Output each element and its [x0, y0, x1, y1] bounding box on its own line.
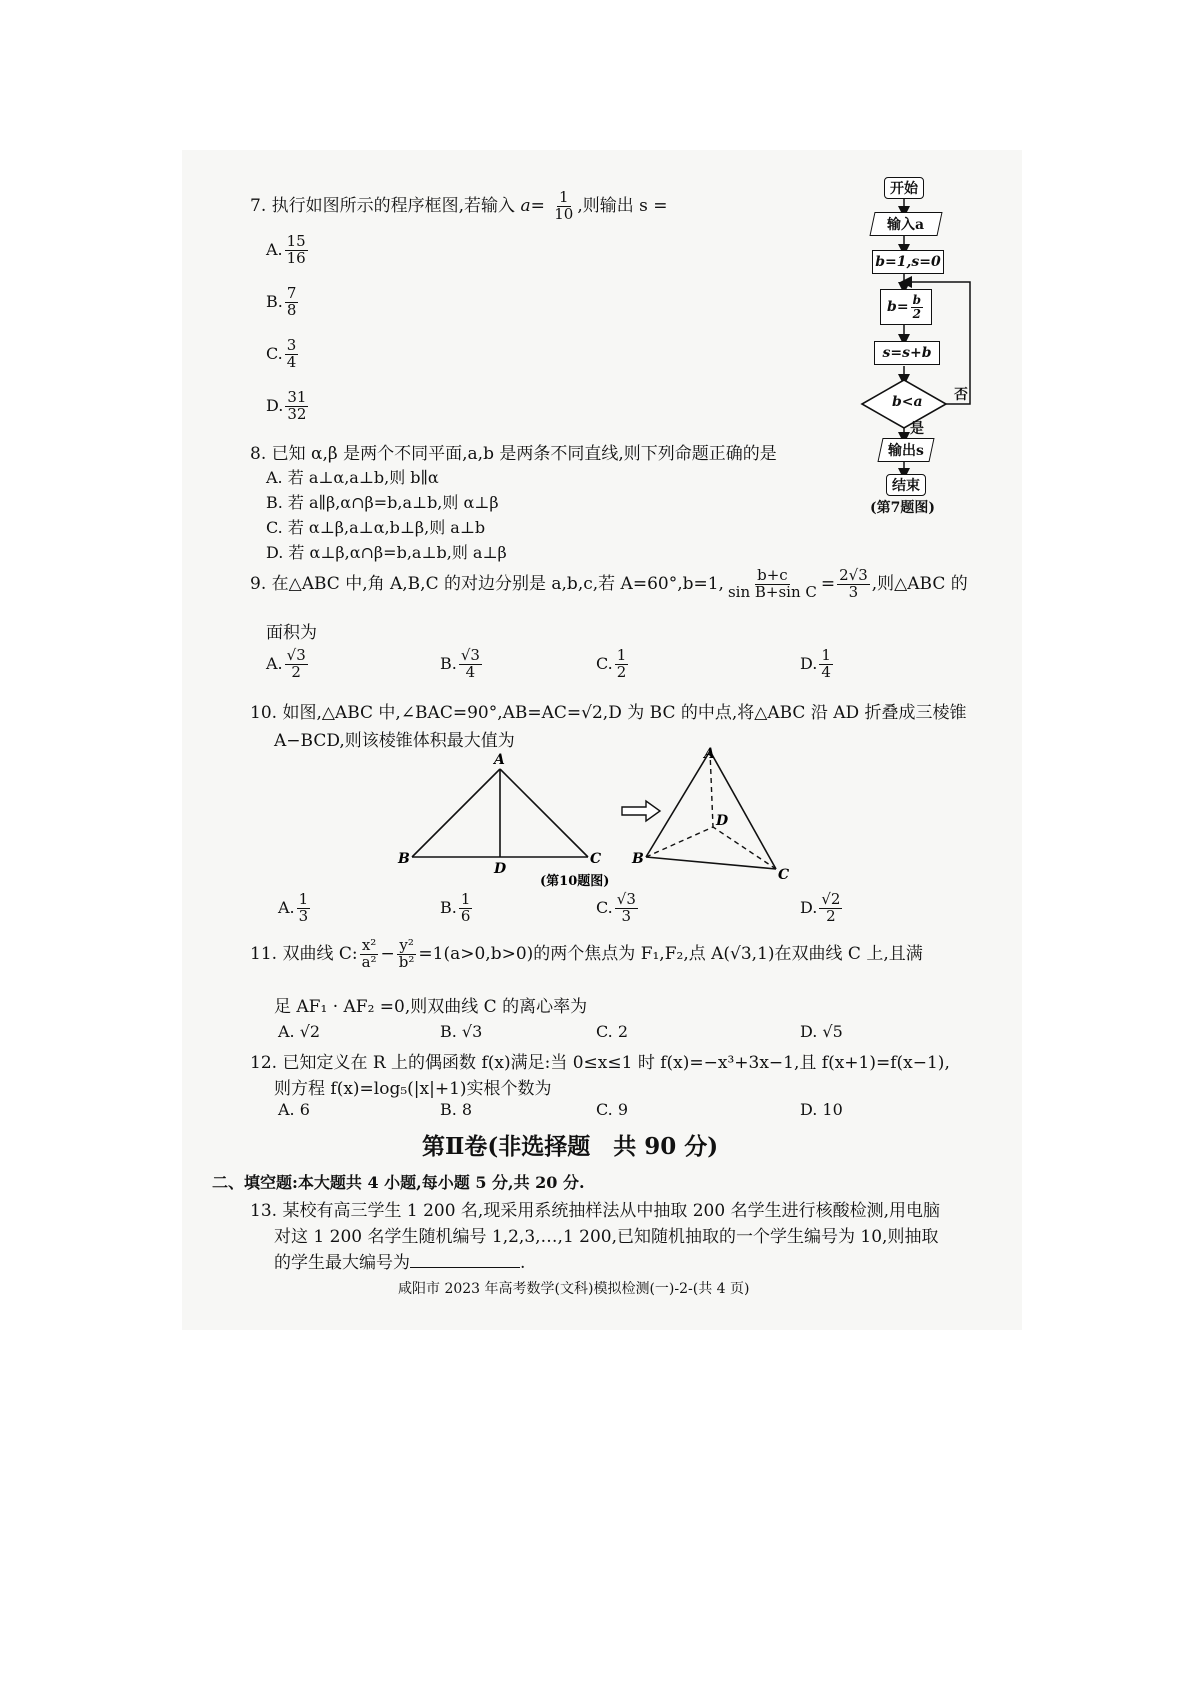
triangle-abc — [412, 769, 588, 857]
q9-option-d: D. $\frac{1}{4}$ — [800, 646, 831, 681]
q12-stem: 12. 已知定义在 R 上的偶函数 f(x)满足:当 0≤x≤1 时 f(x)=−x³+3x−1,且 f(x+1)=f(x−1), — [250, 1053, 950, 1073]
q12-option-d: D. 10 — [800, 1100, 843, 1119]
flow-step-b: b= $\frac{b}{2}$ — [880, 289, 932, 325]
part2-title: 第Ⅱ卷(非选择题 共 90 分) — [422, 1133, 719, 1160]
answer-blank — [410, 1253, 520, 1268]
q9-option-b: B. $\frac{√3}{4}$ — [440, 646, 480, 681]
q7-input-fraction: $\frac{1}{10}$ — [554, 188, 574, 223]
label-b2: B — [632, 851, 644, 867]
q11-option-c: C. 2 — [596, 1022, 629, 1041]
label-c: C — [590, 851, 602, 867]
flow-input: 输入a — [869, 212, 942, 236]
fold-arrow-icon — [622, 801, 660, 821]
q10-option-d: D. $\frac{√2}{2}$ — [800, 890, 841, 925]
flow-caption: (第7题图) — [870, 500, 935, 516]
q7-option-d: D. $\frac{31}{32}$ — [266, 388, 307, 423]
label-a2: A — [704, 746, 715, 762]
q7-stem: 7. 执行如图所示的程序框图,若输入 a= $\frac{1}{10}$ ,则输出 s = — [250, 188, 668, 223]
q12-stem-cont: 则方程 f(x)=log₅(|x|+1)实根个数为 — [274, 1079, 552, 1099]
q11-option-b: B. √3 — [440, 1022, 483, 1041]
q12-option-a: A. 6 — [278, 1100, 310, 1119]
label-c2: C — [778, 867, 790, 883]
q10-option-c: C. $\frac{√3}{3}$ — [596, 890, 636, 925]
q9-stem: 9. 在△ABC 中,角 A,B,C 的对边分别是 a,b,c,若 A=60°,b=1, $\frac{b+c}{\text{sin B+sin C}}$ = $\frac{2√3}{3}$ ,则△ABC 的 — [250, 566, 968, 601]
q8-option-c: C. 若 α⊥β,a⊥α,b⊥β,则 a⊥b — [266, 518, 486, 537]
flow-step-s: s=s+b — [874, 341, 940, 365]
q11-stem: 11. 双曲线 C: $\frac{\text{x²}}{\text{a²}}$ − $\frac{\text{y²}}{\text{b²}}$ =1(a>0,b>0)的两个焦点为 F₁,F₂,点 A(√3,1)在双曲线 C 上,且满 — [250, 936, 923, 971]
q10-stem: 10. 如图,△ABC 中,∠BAC=90°,AB=AC=√2,D 为 BC 的中点,将△ABC 沿 AD 折叠成三棱锥 — [250, 703, 967, 723]
q13-line-3: 的学生最大编号为 . — [274, 1253, 526, 1273]
q13-line-1: 13. 某校有高三学生 1 200 名,现采用系统抽样法从中抽取 200 名学生进行核酸检测,用电脑 — [250, 1201, 940, 1221]
flow-yes-label: 是 — [910, 421, 924, 437]
pyramid-abcd — [646, 751, 776, 869]
q12-option-c: C. 9 — [596, 1100, 629, 1119]
q11-option-a: A. √2 — [278, 1022, 321, 1041]
q8-stem: 8. 已知 α,β 是两个不同平面,a,b 是两条不同直线,则下列命题正确的是 — [250, 444, 777, 464]
flow-start: 开始 — [884, 177, 924, 199]
q7-option-c: C. $\frac{3}{4}$ — [266, 336, 297, 371]
q9-option-a: A. $\frac{√3}{2}$ — [266, 646, 306, 681]
page-footer: 咸阳市 2023 年高考数学(文科)模拟检测(一)-2-(共 4 页) — [398, 1281, 750, 1297]
q13-line-2: 对这 1 200 名学生随机编号 1,2,3,…,1 200,已知随机抽取的一个学生编号为 10,则抽取 — [274, 1227, 939, 1247]
q10-option-b: B. $\frac{1}{6}$ — [440, 890, 471, 925]
q7-option-a: A. $\frac{15}{16}$ — [266, 232, 306, 267]
label-d2: D — [716, 813, 729, 829]
flow-init: b=1,s=0 — [872, 250, 944, 274]
flow-no-label: 否 — [954, 387, 968, 403]
q12-option-b: B. 8 — [440, 1100, 473, 1119]
q9-stem-cont: 面积为 — [266, 623, 317, 643]
q11-stem-cont: 足 AF₁ · AF₂ =0,则双曲线 C 的离心率为 — [274, 997, 588, 1017]
label-a: A — [494, 752, 505, 768]
q10-option-a: A. $\frac{1}{3}$ — [278, 890, 309, 925]
label-b: B — [398, 851, 410, 867]
q8-option-b: B. 若 a∥β,α∩β=b,a⊥b,则 α⊥β — [266, 493, 499, 512]
q9-option-c: C. $\frac{1}{2}$ — [596, 646, 627, 681]
q10-figure — [390, 745, 800, 890]
section-heading: 二、填空题:本大题共 4 小题,每小题 5 分,共 20 分. — [212, 1173, 585, 1192]
q7-option-b: B. $\frac{7}{8}$ — [266, 284, 297, 319]
label-d: D — [494, 861, 507, 877]
q10-stem-cont: A−BCD,则该棱锥体积最大值为 — [274, 731, 515, 751]
flow-output: 输出s — [877, 438, 934, 462]
flow-condition: b<a — [892, 394, 923, 410]
flow-end: 结束 — [886, 474, 926, 496]
q8-option-a: A. 若 a⊥α,a⊥b,则 b∥α — [266, 468, 439, 487]
q11-option-d: D. √5 — [800, 1022, 843, 1041]
q8-option-d: D. 若 α⊥β,α∩β=b,a⊥b,则 a⊥β — [266, 543, 507, 562]
q10-caption: (第10题图) — [540, 874, 610, 889]
